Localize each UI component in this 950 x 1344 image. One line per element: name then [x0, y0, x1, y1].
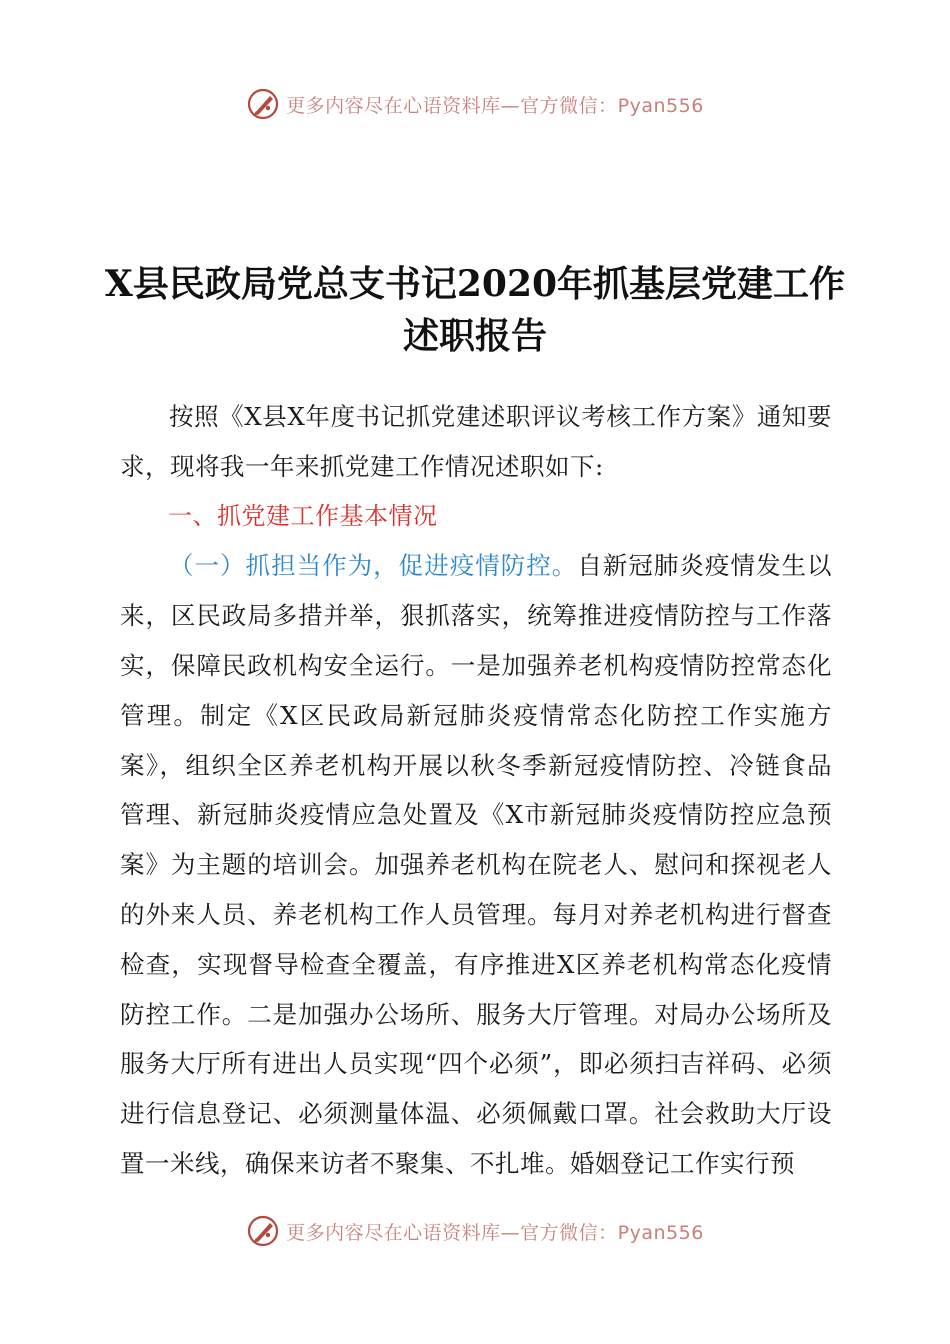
subsection-heading: （一）抓担当作为，促进疫情防控。 [169, 551, 578, 581]
subsection-body: 自新冠肺炎疫情发生以来，区民政局多措并举，狠抓落实，统筹推进疫情防控与工作落实，保障民政机构安全运行。一是加强养老机构疫情防控常态化管理。制定《X区民政局新冠肺炎疫情常态化防控工作实施方案》，组织全区养老机构开展以秋冬季新冠疫情防控、冷链食品管理、新冠肺炎疫情应急处置及《X市新冠肺炎疫情防控应急预案》为主题的培训会。加强养老机构在院老人、慰问和探视老人的外来人员、养老机构工作人员管理。每月对养老机构进行督查检查，实现督导检查全覆盖，有序推进X区养老机构常态化疫情防控工作。二是加强办公场所、服务大厅管理。对局办公场所及服务大厅所有进出人员实现“四个必须”，即必须扫吉祥码、必须进行信息登记、必须测量体温、必须佩戴口罩。社会救助大厅设置一米线，确保来访者不聚集、不扎堆。婚姻登记工作实行预 [120, 551, 833, 1178]
quill-pen-logo-icon [246, 1214, 280, 1248]
section-heading: 一、抓党建工作基本情况 [168, 501, 438, 530]
title-line-2: 述职报告 [402, 315, 547, 357]
title-line-1: X县民政局党总支书记2020年抓基层党建工作 [104, 263, 846, 305]
footer-banner [0, 1211, 950, 1251]
banner-text: 更多内容尽在心语资料库—官方微信：Pyan556 [286, 94, 704, 117]
banner-text: 更多内容尽在心语资料库—官方微信：Pyan556 [286, 1221, 704, 1244]
header-banner [0, 84, 950, 124]
quill-pen-logo-icon [246, 87, 280, 121]
document-body [120, 392, 832, 1189]
subsection-paragraph [120, 541, 832, 1188]
document-title [80, 258, 870, 362]
intro-paragraph: 按照《X县X年度书记抓党建述职评议考核工作方案》通知要求，现将我一年来抓党建工作情况述职如下: [120, 402, 832, 481]
